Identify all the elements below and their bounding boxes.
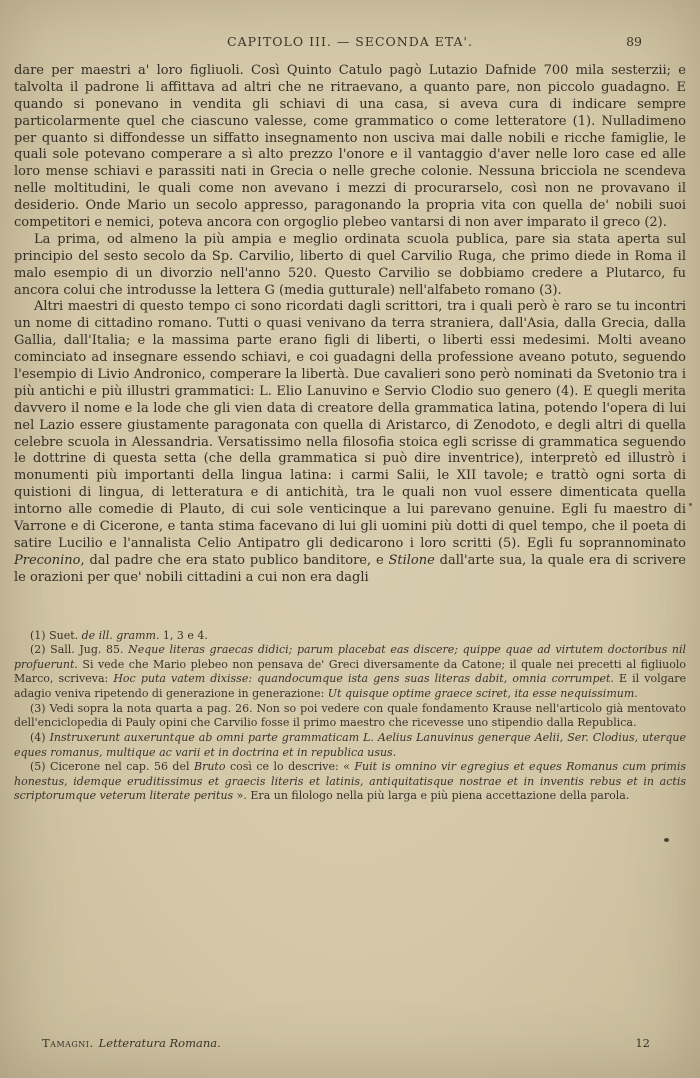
page-header — [36, 34, 664, 49]
footnote: (3) Vedi sopra la nota quarta a pag. 26. Non so poi vedere con quale fondamento Krause nell'articolo già mentovato dell'enciclopedia di Pauly opini che Carvilio fosse il primo maestro che ricevesse uno stipendio dalla Republica. — [14, 701, 686, 730]
paragraph: Altri maestri di questo tempo ci sono ricordati dagli scrittori, tra i quali però è raro se tu incontri un nome di cittadino romano. Tutti o quasi venivano da terra straniera, dall'Asia, dalla Grecia, dalla Gallia, dall'Italia; e la massima parte erano figli di liberti, o liberti essi medesimi. Molti aveano cominciato ad insegnare essendo schiavi, e coi guadagni della professione aveano potuto, seguendo l'esempio di Livio Andronico, comperare la libertà. Due cavalieri sono però nominati da Svetonio tra i più antichi e più illustri grammatici: L. Elio Lanuvino e Servio Clodio suo genero (4). E quegli merita davvero il nome e la lode che gli vien data di creatore della grammatica latina, potendo l'opera di lui nel Lazio essere giustamente paragonata con quella di Aristarco, di Zenodoto, e degli altri di quella celebre scuola in Alessandria. Versatissimo nella filosofia stoica egli scrisse di grammatica seguendo le dottrine di questa setta (che della grammatica si può dire inventrice), interpretò ed illustrò i monumenti più importanti della lingua latina: i carmi Salii, le XII tavole; e trattò ogni sorta di quistioni di lingua, di letteratura e di antichità, tra le quali non vuol essere dimenticata quella intorno alle comedie di Plauto, di cui sole venticinque a lui parevano genuine. Egli fu maestro di Varrone e di Cicerone, e tanta stima facevano di lui gli uomini più dotti di quel tempo, che il poeta di satire Lucilio e l'annalista Celio Antipatro gli dedicarono i loro scritti (5). Egli fu soprannominato Preconino, dal padre che era stato publico banditore, e Stilone dall'arte sua, la quale era di scrivere le orazioni per que' nobili cittadini a cui non era dagli — [14, 299, 686, 585]
footnote: (5) Cicerone nel cap. 56 del Bruto così ce lo descrive: « Fuit is omnino vir egregius et eques Romanus cum primis honestus, idemque eruditissimus et graecis literis et latinis, antiquitatisque nostrae et in inventis rebus et in actis scriptorumque veterum literate peritus ». Era un filologo nella più larga e più piena accettazione della parola. — [14, 760, 687, 803]
footnote: (4) Instruxerunt auxeruntque ab omni parte grammaticam L. Aelius Lanuvinus generque Aelii, Ser. Clodius, uterque eques romanus, multique ac varii et in doctrina et in republica usus. — [14, 730, 687, 759]
footer-signature-number: 12 — [635, 1036, 650, 1050]
chapter-title: CAPITOLO III. — SECONDA ETA'. — [227, 34, 473, 49]
footer-author: Tamagni. — [42, 1036, 94, 1050]
scan-speck — [689, 503, 692, 506]
paragraph: dare per maestri a' loro figliuoli. Così Quinto Catulo pagò Lutazio Dafnide 700 mila sesterzii; e talvolta il padrone li affittava ad altri che ne ritraevano, a quanto pare, non piccolo guadagno. E quando si ponevano in vendita gli schiavi di una casa, si aveva cura di indicare sempre particolarmente quel che ciascuno valesse, come grammatico o come letteratore (1). Nulladimeno per quanto si diffondesse un siffatto insegnamento non usciva mai dalle nobili e ricche famiglie, le quali sole potevano comperare a sì alto prezzo l'onore e il vantaggio d'aver nelle loro case ed alle loro mense schiavi e parassiti nati in Grecia o nelle greche colonie. Nessuna bricciola ne scendeva nelle moltitudini, le quali come non avevano i mezzi di procurarselo, così non ne provavano il desiderio. Onde Mario un secolo appresso, paragonando la propria vita con quella de' nobili suoi competitori e nemici, poteva ancora con orgoglio plebeo vantarsi di non aver imparato il greco (2). — [14, 63, 686, 231]
page-footer — [14, 1036, 686, 1052]
footer-work-title: Letteratura Romana. — [98, 1036, 221, 1050]
scan-speck — [664, 838, 669, 842]
paragraph: La prima, od almeno la più ampia e meglio ordinata scuola publica, pare sia stata aperta sul principio del sesto secolo da Sp. Carvilio, liberto di quel Carvilio Ruga, che primo diede in Roma il malo esempio di un divorzio nell'anno 520. Questo Carvilio se dobbiamo credere a Plutarco, fu ancora colui che introdusse la lettera G (media gutturale) nell'alfabeto romano (3). — [14, 231, 686, 298]
footnote: (1) Suet. de ill. gramm. 1, 3 e 4. — [30, 628, 208, 642]
body-text — [14, 63, 686, 587]
footnote: (2) Sall. Jug. 85. Neque literas graecas didici; parum placebat eas discere; quippe quae ad virtutem doctoribus nil profuerunt. Si vede che Mario plebeo non pensava de' Greci diversamente da Catone; il quale nei precetti al figliuolo Marco, scriveva: Hoc puta vatem dixisse: quandocumque ista gens suas literas dabit, omnia corrumpet. E il volgare adagio veniva ripetendo di generazione in generazione: Ut quisque optime graece sciret, ita esse nequissimum. — [14, 643, 687, 701]
footnotes-block — [14, 629, 686, 805]
page-number: 89 — [626, 34, 642, 49]
